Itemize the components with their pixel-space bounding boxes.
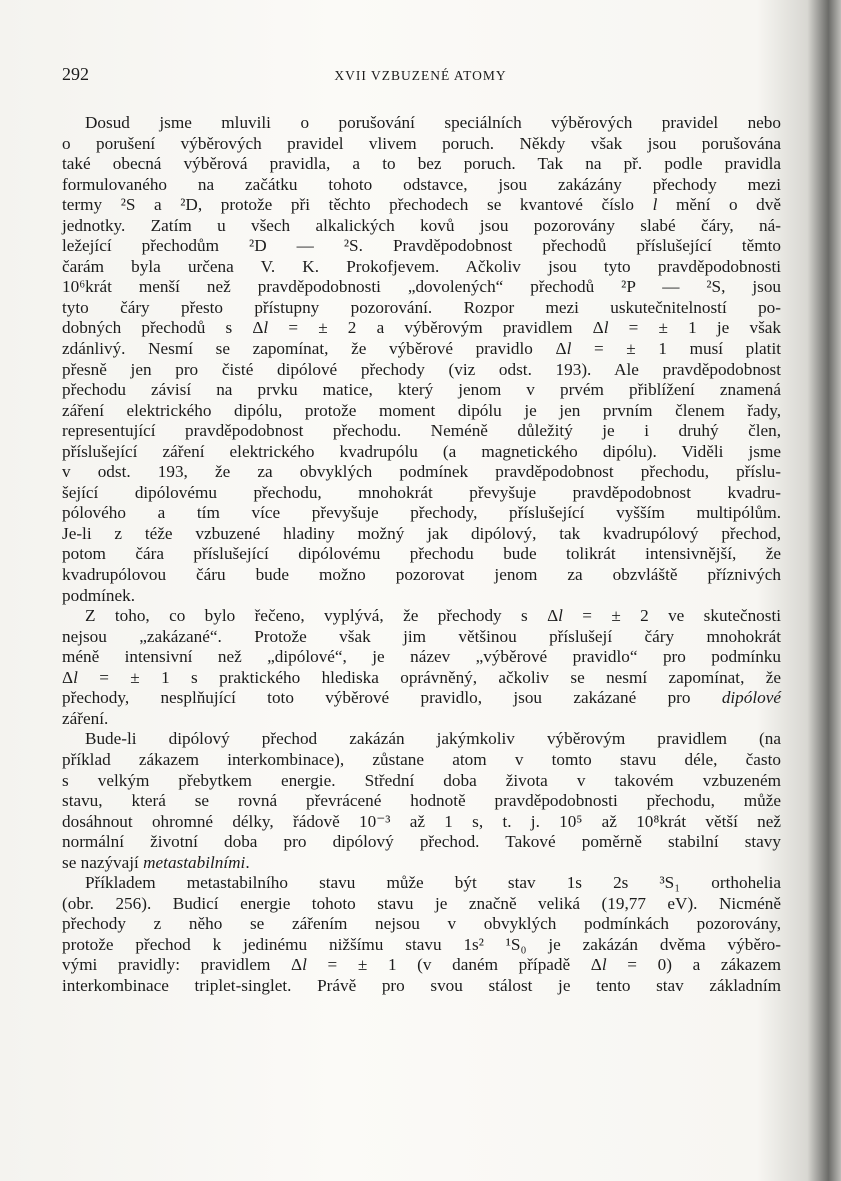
text-segment: Z toho, co bylo řečeno, vyplývá, že přechody s Δ <box>85 606 559 626</box>
text-line-content <box>62 935 781 954</box>
text-line-content <box>62 853 250 872</box>
text-line <box>62 154 781 175</box>
text-segment: formulovaného na začátku tohoto odstavce, jsou zakázány přechody mezi <box>62 174 781 194</box>
text-line-content <box>62 277 781 296</box>
italic-text: l <box>302 955 307 975</box>
text-line <box>62 791 781 812</box>
text-line <box>62 524 781 545</box>
text-line <box>62 216 781 237</box>
text-segment: záření. <box>62 708 109 728</box>
text-segment: (obr. 256). Budicí energie tohoto stavu je značně veliká (19,77 eV). Nicméně <box>62 893 781 913</box>
text-line <box>62 318 781 339</box>
text-line <box>62 647 781 668</box>
text-segment: nejsou „zakázané“. Protože však jim většinou příslušejí čáry mnohokrát <box>62 626 781 646</box>
text-line <box>62 298 781 319</box>
text-line <box>62 462 781 483</box>
text-line-content <box>62 483 781 502</box>
page-number: 292 <box>62 64 89 84</box>
text-line <box>62 421 781 442</box>
text-line-content <box>62 688 781 707</box>
text-line <box>62 812 781 833</box>
text-line-content <box>62 544 781 563</box>
text-segment: stavu, která se rovná převrácené hodnotě pravděpodobnosti přechodu, může <box>62 791 781 811</box>
text-line <box>62 668 781 689</box>
text-line <box>62 113 781 134</box>
text-line <box>62 955 781 976</box>
text-segment: 10⁶krát menší než pravděpodobnosti „dovolených“ přechodů ²P — ²S, jsou <box>62 277 781 297</box>
text-line-content <box>62 976 781 995</box>
text-line-content <box>62 914 781 933</box>
text-segment: dobných přechodů s Δ <box>62 318 264 338</box>
text-line <box>62 935 781 956</box>
text-line <box>62 688 781 709</box>
text-segment: také obecná výběrová pravidla, a to bez poruch. Tak na př. podle pravidla <box>62 154 781 174</box>
text-segment: = ± 1 (v daném případě Δ <box>306 955 602 975</box>
text-segment: kvadrupólovou čáru bude možno pozorovat jenom za obzvláště příznivých <box>62 565 781 585</box>
text-line-content <box>62 154 781 173</box>
text-segment: = ± 1 je však <box>608 318 781 338</box>
text-line-content <box>62 216 781 235</box>
text-line-content <box>62 421 781 440</box>
text-segment: zdánlivý. Nesmí se zapomínat, že výběrové pravidlo Δ <box>62 339 567 359</box>
text-line-content <box>62 503 781 522</box>
text-line-content <box>62 771 781 790</box>
running-title: XVII VZBUZENÉ ATOMY <box>334 68 507 83</box>
text-line-content <box>62 791 781 810</box>
text-line-content <box>62 668 781 687</box>
text-line-content <box>62 401 781 420</box>
text-segment: dosáhnout ohromné délky, řádově 10⁻³ až 1 s, t. j. 10⁵ až 10⁸krát větší než <box>62 811 781 831</box>
body-text <box>62 113 781 997</box>
text-line-content <box>62 832 781 851</box>
text-line-content <box>62 565 781 584</box>
text-line <box>62 914 781 935</box>
text-segment: pólového a tím více převyšuje přechody, příslušející vyšším multipólům. <box>62 503 781 523</box>
italic-text: dipólové <box>721 688 781 708</box>
text-line <box>62 771 781 792</box>
text-segment: záření elektrického dipólu, protože moment dipólu je jen prvním členem řady, <box>62 400 781 420</box>
text-segment: = ± 1 musí platit <box>571 339 781 359</box>
text-segment: podmínek. <box>62 585 136 605</box>
text-line <box>62 339 781 360</box>
text-segment: ležející přechodům ²D — ²S. Pravděpodobnost přechodů příslušející těmto <box>62 236 781 256</box>
text-segment: šející dipólovému přechodu, mnohokrát převyšuje pravděpodobnost kvadru- <box>62 482 781 502</box>
text-line <box>62 360 781 381</box>
text-line-content <box>62 647 781 666</box>
text-line <box>62 729 781 750</box>
text-line <box>62 503 781 524</box>
text-line-content <box>62 318 781 337</box>
text-line <box>62 401 781 422</box>
text-segment: přechodu závisí na prvku matice, který jenom v prvém přiblížení znamená <box>62 380 781 400</box>
text-segment: . <box>245 852 250 872</box>
text-line-content <box>62 236 781 255</box>
text-line <box>62 709 781 730</box>
text-line-content <box>62 955 781 974</box>
text-segment: interkombinace triplet-singlet. Právě pro svou stálost je tento stav základním <box>62 975 781 995</box>
text-segment: tyto čáry přesto přístupny pozorování. Rozpor mezi uskutečnitelností po- <box>62 297 781 317</box>
text-line <box>62 606 781 627</box>
text-line-content <box>62 750 781 769</box>
text-segment: přechody, nesplňující toto výběrové pravidlo, jsou zakázané pro <box>62 688 722 708</box>
text-line <box>62 565 781 586</box>
text-line-content <box>62 462 781 481</box>
text-line <box>62 544 781 565</box>
text-line-content <box>62 175 781 194</box>
text-line-content <box>62 627 781 646</box>
text-line-content <box>62 524 781 543</box>
text-segment: jednotky. Zatím u všech alkalických kovů jsou pozorovány slabé čáry, ná- <box>62 215 781 235</box>
italic-text: l <box>558 606 563 626</box>
text-line-content <box>62 894 781 913</box>
italic-text: metastabilními <box>143 852 246 872</box>
text-line <box>62 832 781 853</box>
text-segment: protože přechod k jedinému nižšímu stavu 1s² ¹S₀ je zakázán dvěma výběro- <box>62 934 781 954</box>
text-line <box>62 894 781 915</box>
text-line <box>62 380 781 401</box>
text-line <box>62 442 781 463</box>
text-segment: v odst. 193, že za obvyklých podmínek pravděpodobnost přechodu, příslu- <box>62 462 781 482</box>
text-line-content <box>62 134 781 153</box>
text-line <box>62 277 781 298</box>
text-segment: normální životní doba pro dipólový přechod. Takové poměrně stabilní stavy <box>62 832 781 852</box>
text-line <box>62 853 781 874</box>
text-line <box>62 257 781 278</box>
text-segment: příklad zákazem interkombinace), zůstane atom v tomto stavu déle, často <box>62 749 781 769</box>
text-segment: Příkladem metastabilního stavu může být stav 1s 2s ³S₁ orthohelia <box>85 873 781 893</box>
text-line-content <box>62 298 781 317</box>
text-segment: se nazývají <box>62 852 144 872</box>
text-line-content <box>62 812 781 831</box>
text-line-content <box>85 113 781 132</box>
text-segment: = ± 2 ve skutečnosti <box>562 606 782 626</box>
text-segment: = ± 2 a výběrovým pravidlem Δ <box>268 318 604 338</box>
text-segment: méně intensivní než „dipólové“, je název „výběrové pravidlo“ pro podmínku <box>62 647 781 667</box>
text-segment: o porušení výběrových pravidel vlivem poruch. Někdy však jsou porušována <box>62 133 781 153</box>
text-segment: Bude-li dipólový přechod zakázán jakýmkoliv výběrovým pravidlem (na <box>85 729 781 749</box>
text-line-content <box>85 729 781 748</box>
text-segment: příslušející záření elektrického kvadrupólu (a magnetického dipólu). Viděli jsme <box>62 441 781 461</box>
text-line <box>62 586 781 607</box>
text-line <box>62 483 781 504</box>
text-line-content <box>62 442 781 461</box>
text-segment: representující pravděpodobnost přechodu. Neméně důležitý je i druhý člen, <box>62 421 781 441</box>
text-line <box>62 134 781 155</box>
italic-text: l <box>263 318 269 338</box>
text-line <box>62 873 781 894</box>
text-line <box>62 976 781 997</box>
text-segment: = 0) a zákazem <box>606 955 781 975</box>
text-line-content <box>85 606 781 625</box>
text-segment: mění o dvě <box>657 195 781 215</box>
text-line-content <box>62 586 135 605</box>
italic-text: l <box>566 339 572 359</box>
italic-text: l <box>601 955 607 975</box>
text-line-content <box>62 257 781 276</box>
text-segment: s velkým přebytkem energie. Střední doba života v takovém vzbuzeném <box>62 770 781 790</box>
text-line <box>62 175 781 196</box>
text-segment: Dosud jsme mluvili o porušování speciálních výběrových pravidel nebo <box>85 113 781 132</box>
text-line <box>62 627 781 648</box>
text-segment: přesně jen pro čisté dipólové přechody (viz odst. 193). Ale pravděpodobnost <box>62 359 781 379</box>
text-line <box>62 750 781 771</box>
text-segment: přechody z něho se zářením nejsou v obvyklých podmínkách pozorovány, <box>62 914 781 934</box>
text-line-content <box>85 873 781 892</box>
text-line-content <box>62 339 781 358</box>
text-segment: Je-li z téže vzbuzené hladiny možný jak dipólový, tak kvadrupólový přechod, <box>62 523 781 543</box>
text-segment: Δ <box>62 667 74 687</box>
text-line <box>62 236 781 257</box>
text-line-content <box>62 709 108 728</box>
text-segment: potom čára příslušející dipólovému přechodu bude tolikrát intensivnější, že <box>62 544 781 564</box>
text-segment: = ± 1 s praktického hlediska oprávněný, ačkoliv se nesmí zapomínat, že <box>77 667 781 687</box>
text-line-content <box>62 360 781 379</box>
text-line-content <box>62 195 781 214</box>
text-line-content <box>62 380 781 399</box>
italic-text: l <box>603 318 609 338</box>
text-line <box>62 195 781 216</box>
italic-text: l <box>73 667 78 687</box>
text-segment: čarám byla určena V. K. Prokofjevem. Ačkoliv jsou tyto pravděpodobnosti <box>62 256 781 276</box>
text-segment: vými pravidly: pravidlem Δ <box>62 955 303 975</box>
italic-text: l <box>652 195 658 215</box>
text-segment: termy ²S a ²D, protože při těchto přechodech se kvantové číslo <box>62 195 653 215</box>
